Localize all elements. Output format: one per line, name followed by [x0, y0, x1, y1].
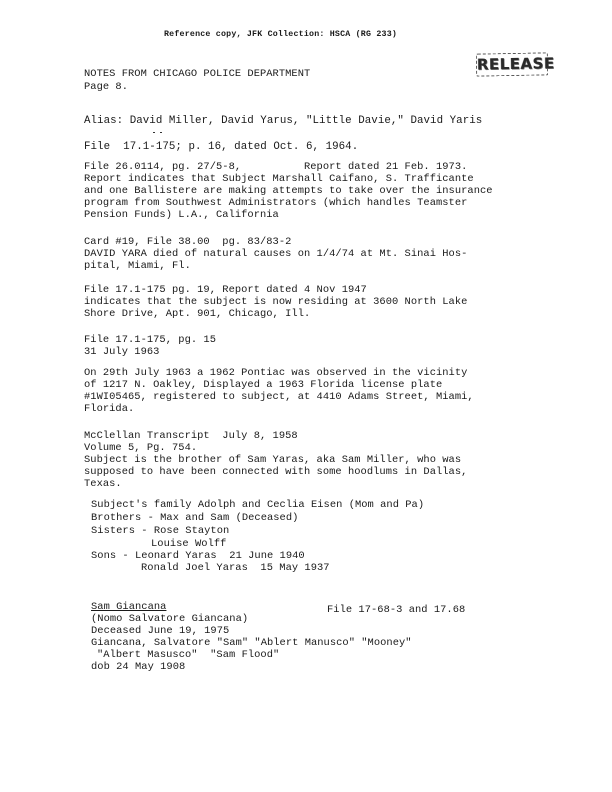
- giancana-name: Sam Giancana: [91, 601, 167, 613]
- entry-text-line: Florida.: [84, 403, 135, 415]
- document-title: NOTES FROM CHICAGO POLICE DEPARTMENT: [84, 68, 311, 80]
- entry-text-line: #1WI05465, registered to subject, at 4410 Adams Street, Miami,: [84, 391, 474, 403]
- family-sisters: Sisters - Rose Stayton: [91, 525, 230, 537]
- family-sisters-cont: Louise Wolff: [151, 538, 227, 550]
- entry-date: 31 July 1963: [84, 346, 160, 358]
- entry-text-line: Report indicates that Subject Marshall Caifano, S. Trafficante: [84, 173, 474, 185]
- scan-speck: [153, 132, 155, 133]
- entry-text-line: supposed to have been connected with some hoodlums in Dallas,: [84, 466, 468, 478]
- entry-volume: Volume 5, Pg. 754.: [84, 442, 198, 454]
- entry-text-line: Subject is the brother of Sam Yaras, aka Sam Miller, who was: [84, 454, 462, 466]
- giancana-dob: dob 24 May 1908: [91, 661, 186, 673]
- family-brothers: Brothers - Max and Sam (Deceased): [91, 512, 299, 524]
- file-reference-1964: File 17.1-175; p. 16, dated Oct. 6, 1964.: [84, 141, 359, 153]
- giancana-fullname: (Nomo Salvatore Giancana): [91, 613, 249, 625]
- entry-text-line: Pension Funds) L.A., California: [84, 209, 279, 221]
- entry-heading: File 17.1-175, pg. 15: [84, 334, 216, 346]
- entry-heading: McClellan Transcript July 8, 1958: [84, 430, 298, 442]
- entry-text-line: Texas.: [84, 478, 122, 490]
- entry-text-line: Shore Drive, Apt. 901, Chicago, Ill.: [84, 308, 311, 320]
- family-sons-cont: Ronald Joel Yaras 15 May 1937: [141, 562, 330, 574]
- family-parents: Subject's family Adolph and Ceclia Eisen (Mom and Pa): [91, 499, 425, 511]
- entry-text-line: and one Ballistere are making attempts to take over the insurance: [84, 185, 493, 197]
- giancana-file: File 17-68-3 and 17.68: [327, 604, 466, 616]
- page-number: Page 8.: [84, 81, 128, 93]
- entry-text-line: On 29th July 1963 a 1962 Pontiac was observed in the vicinity: [84, 367, 468, 379]
- entry-heading: File 26.0114, pg. 27/5-8, Report dated 21 Feb. 1973.: [84, 161, 468, 173]
- entry-text-line: indicates that the subject is now residing at 3600 North Lake: [84, 296, 468, 308]
- alias-line: Alias: David Miller, David Yarus, "Little Davie," David Yaris: [84, 115, 483, 127]
- entry-heading: File 17.1-175 pg. 19, Report dated 4 Nov 1947: [84, 284, 367, 296]
- family-sons: Sons - Leonard Yaras 21 June 1940: [91, 550, 305, 562]
- giancana-deceased: Deceased June 19, 1975: [91, 625, 230, 637]
- entry-text-line: program from Southwest Administrators (which handles Teamster: [84, 197, 468, 209]
- giancana-aliases-cont: "Albert Masusco" "Sam Flood": [97, 649, 280, 661]
- scan-speck: [160, 132, 162, 133]
- giancana-aliases: Giancana, Salvatore "Sam" "Ablert Manusco" "Mooney": [91, 637, 412, 649]
- entry-text-line: pital, Miami, Fl.: [84, 260, 191, 272]
- entry-heading: Card #19, File 38.00 pg. 83/83-2: [84, 236, 292, 248]
- entry-text-line: DAVID YARA died of natural causes on 1/4/74 at Mt. Sinai Hos-: [84, 248, 468, 260]
- entry-text-line: of 1217 N. Oakley, Displayed a 1963 Florida license plate: [84, 379, 443, 391]
- reference-copy-note: Reference copy, JFK Collection: HSCA (RG 233): [164, 30, 398, 39]
- release-stamp: RELEASE: [476, 52, 548, 76]
